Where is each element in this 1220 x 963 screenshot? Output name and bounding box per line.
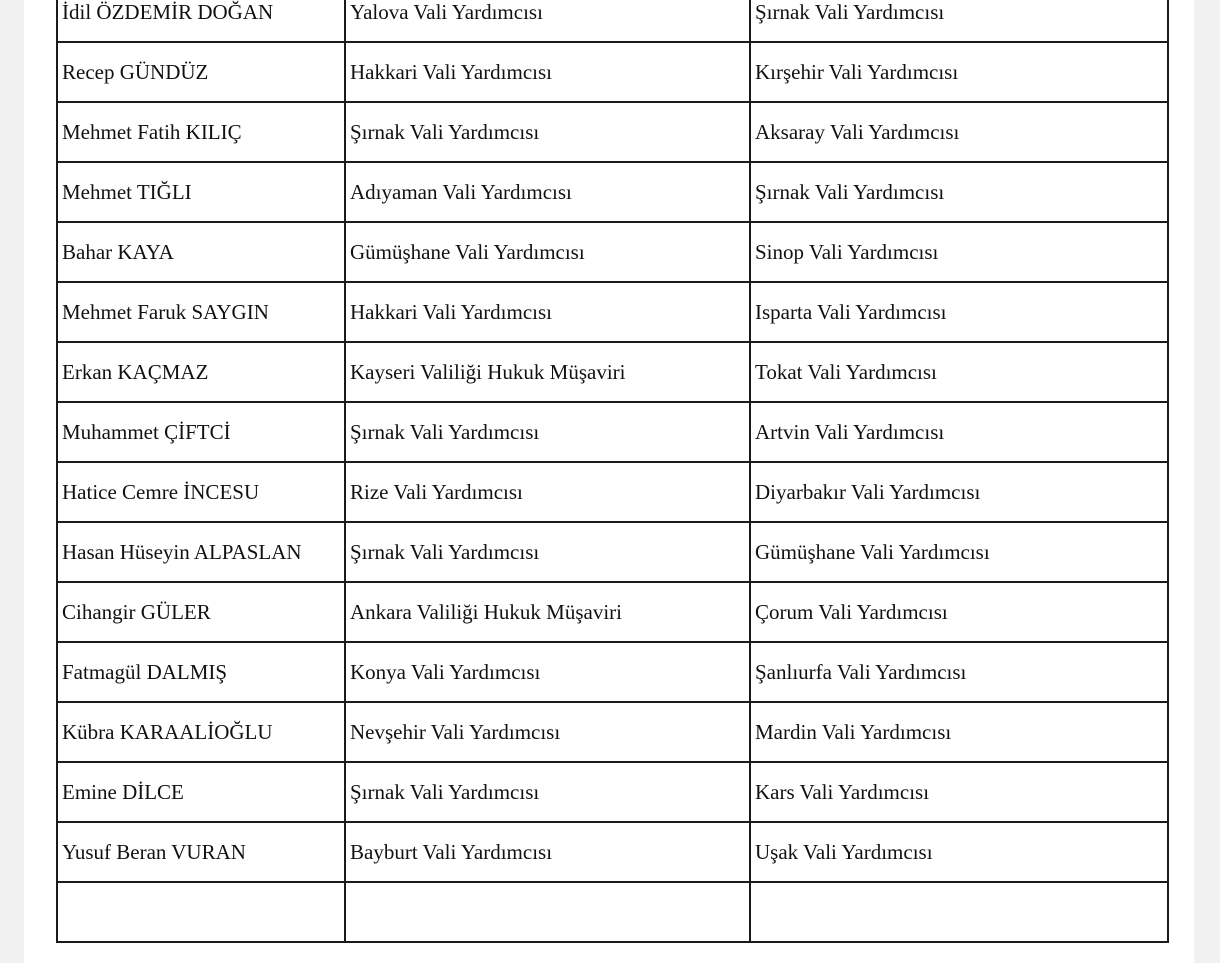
current-position-cell: Rize Vali Yardımcısı <box>345 462 750 522</box>
current-position-cell: Hakkari Vali Yardımcısı <box>345 42 750 102</box>
current-position-cell: Adıyaman Vali Yardımcısı <box>345 162 750 222</box>
table-row <box>57 162 1168 222</box>
person-name-cell: Recep GÜNDÜZ <box>57 42 345 102</box>
person-name-cell: Erkan KAÇMAZ <box>57 342 345 402</box>
current-position-cell: Kayseri Valiliği Hukuk Müşaviri <box>345 342 750 402</box>
new-position-cell: Çorum Vali Yardımcısı <box>750 582 1168 642</box>
new-position-cell: Kırşehir Vali Yardımcısı <box>750 42 1168 102</box>
new-position-cell: Kars Vali Yardımcısı <box>750 762 1168 822</box>
person-name-cell: Mehmet TIĞLI <box>57 162 345 222</box>
new-position-cell: Artvin Vali Yardımcısı <box>750 402 1168 462</box>
current-position-cell: Yalova Vali Yardımcısı <box>345 0 750 42</box>
new-position-cell <box>750 882 1168 942</box>
person-name-cell: Fatmagül DALMIŞ <box>57 642 345 702</box>
table-row <box>57 102 1168 162</box>
new-position-cell: Şanlıurfa Vali Yardımcısı <box>750 642 1168 702</box>
person-name-cell: Emine DİLCE <box>57 762 345 822</box>
table-row <box>57 462 1168 522</box>
current-position-cell: Gümüşhane Vali Yardımcısı <box>345 222 750 282</box>
new-position-cell: Şırnak Vali Yardımcısı <box>750 0 1168 42</box>
person-name-cell: Hasan Hüseyin ALPASLAN <box>57 522 345 582</box>
current-position-cell: Ankara Valiliği Hukuk Müşaviri <box>345 582 750 642</box>
current-position-cell: Konya Vali Yardımcısı <box>345 642 750 702</box>
person-name-cell: Kübra KARAALİOĞLU <box>57 702 345 762</box>
table-row <box>57 702 1168 762</box>
new-position-cell: Isparta Vali Yardımcısı <box>750 282 1168 342</box>
person-name-cell: Cihangir GÜLER <box>57 582 345 642</box>
new-position-cell: Tokat Vali Yardımcısı <box>750 342 1168 402</box>
person-name-cell: Bahar KAYA <box>57 222 345 282</box>
person-name-cell: Yusuf Beran VURAN <box>57 822 345 882</box>
table-row <box>57 402 1168 462</box>
table-row <box>57 282 1168 342</box>
current-position-cell: Şırnak Vali Yardımcısı <box>345 522 750 582</box>
assignment-table <box>56 0 1169 943</box>
current-position-cell: Hakkari Vali Yardımcısı <box>345 282 750 342</box>
table-row <box>57 522 1168 582</box>
current-position-cell: Şırnak Vali Yardımcısı <box>345 762 750 822</box>
person-name-cell: Mehmet Fatih KILIÇ <box>57 102 345 162</box>
new-position-cell: Mardin Vali Yardımcısı <box>750 702 1168 762</box>
table-row <box>57 582 1168 642</box>
assignment-table-body <box>57 0 1168 942</box>
new-position-cell: Sinop Vali Yardımcısı <box>750 222 1168 282</box>
table-row <box>57 42 1168 102</box>
table-row <box>57 642 1168 702</box>
person-name-cell: Hatice Cemre İNCESU <box>57 462 345 522</box>
new-position-cell: Uşak Vali Yardımcısı <box>750 822 1168 882</box>
current-position-cell: Şırnak Vali Yardımcısı <box>345 102 750 162</box>
current-position-cell <box>345 882 750 942</box>
person-name-cell <box>57 882 345 942</box>
table-row <box>57 0 1168 42</box>
table-row <box>57 882 1168 942</box>
new-position-cell: Aksaray Vali Yardımcısı <box>750 102 1168 162</box>
table-row <box>57 822 1168 882</box>
person-name-cell: Muhammet ÇİFTCİ <box>57 402 345 462</box>
new-position-cell: Gümüşhane Vali Yardımcısı <box>750 522 1168 582</box>
current-position-cell: Bayburt Vali Yardımcısı <box>345 822 750 882</box>
current-position-cell: Şırnak Vali Yardımcısı <box>345 402 750 462</box>
person-name-cell: İdil ÖZDEMİR DOĞAN <box>57 0 345 42</box>
person-name-cell: Mehmet Faruk SAYGIN <box>57 282 345 342</box>
table-row <box>57 762 1168 822</box>
document-page <box>24 0 1194 963</box>
current-position-cell: Nevşehir Vali Yardımcısı <box>345 702 750 762</box>
table-row <box>57 222 1168 282</box>
table-row <box>57 342 1168 402</box>
new-position-cell: Şırnak Vali Yardımcısı <box>750 162 1168 222</box>
new-position-cell: Diyarbakır Vali Yardımcısı <box>750 462 1168 522</box>
